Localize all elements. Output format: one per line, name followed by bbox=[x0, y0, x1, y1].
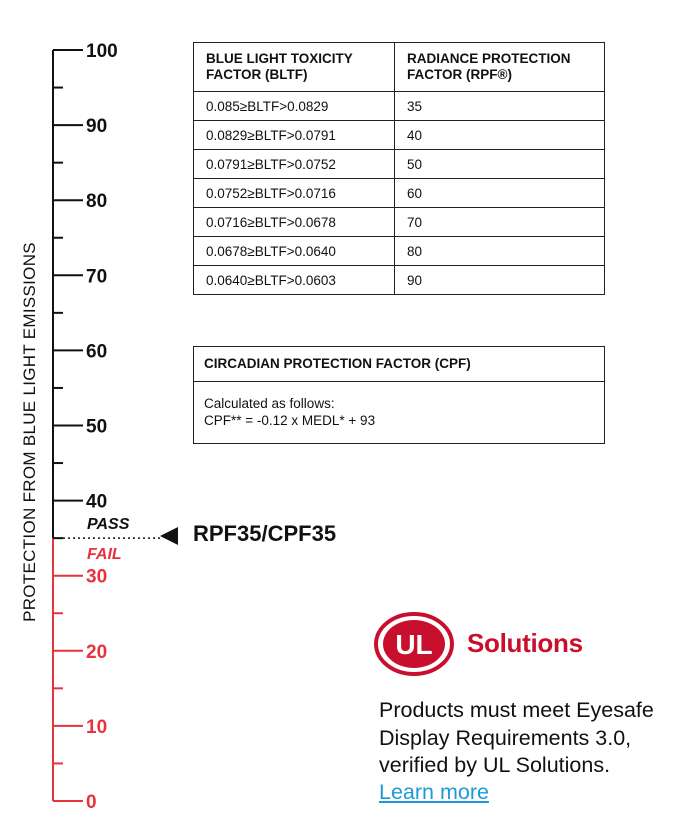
rpf-value-cell: 60 bbox=[395, 179, 605, 208]
table-row bbox=[194, 92, 605, 121]
table-row bbox=[194, 121, 605, 150]
table-row bbox=[194, 237, 605, 266]
tick-label: 50 bbox=[86, 416, 108, 438]
tick-label: 70 bbox=[86, 266, 108, 288]
rpf-table bbox=[193, 42, 605, 295]
tick-label: 90 bbox=[86, 116, 108, 138]
ul-brand-name: Solutions bbox=[467, 628, 583, 658]
bltf-range-cell: 0.0829≥BLTF>0.0791 bbox=[194, 121, 395, 150]
ul-description bbox=[379, 697, 699, 780]
tick-label: 10 bbox=[86, 716, 108, 738]
tick-label: 0 bbox=[86, 792, 97, 813]
bltf-range-cell: 0.0678≥BLTF>0.0640 bbox=[194, 237, 395, 266]
ul-logo bbox=[374, 612, 454, 676]
tick-label: 40 bbox=[86, 491, 108, 513]
rpf-value-cell: 40 bbox=[395, 121, 605, 150]
bltf-range-cell: 0.085≥BLTF>0.0829 bbox=[194, 92, 395, 121]
bltf-header: BLUE LIGHT TOXICITY FACTOR (BLTF) bbox=[194, 43, 395, 92]
table-header-row bbox=[194, 43, 605, 92]
bltf-range-cell: 0.0716≥BLTF>0.0678 bbox=[194, 208, 395, 237]
tick-label: 30 bbox=[86, 566, 108, 588]
table-row bbox=[194, 266, 605, 295]
ul-logo-text: UL bbox=[395, 629, 433, 660]
rpf-value-cell: 80 bbox=[395, 237, 605, 266]
tick-label: 60 bbox=[86, 341, 108, 363]
axis-label: PROTECTION FROM BLUE LIGHT EMISSIONS bbox=[20, 242, 39, 622]
threshold-label: RPF35/CPF35 bbox=[193, 521, 337, 546]
learn-more-link[interactable]: Learn more bbox=[379, 780, 489, 804]
bltf-range-cell: 0.0791≥BLTF>0.0752 bbox=[194, 150, 395, 179]
ul-text-line-2: Display Requirements 3.0, bbox=[379, 725, 632, 750]
left-arrow-icon bbox=[160, 526, 180, 546]
pass-label: PASS bbox=[87, 516, 130, 534]
cpf-formula: CPF** = -0.12 x MEDL* + 93 bbox=[204, 413, 376, 428]
rpf-value-cell: 35 bbox=[395, 92, 605, 121]
tick-label: 80 bbox=[86, 191, 108, 213]
table-row bbox=[194, 179, 605, 208]
rpf-value-cell: 70 bbox=[395, 208, 605, 237]
rpf-value-cell: 90 bbox=[395, 266, 605, 295]
cpf-title: CIRCADIAN PROTECTION FACTOR (CPF) bbox=[194, 347, 604, 382]
bltf-range-cell: 0.0640≥BLTF>0.0603 bbox=[194, 266, 395, 295]
ul-text-line-1: Products must meet Eyesafe bbox=[379, 698, 654, 722]
cpf-line-1: Calculated as follows: bbox=[204, 396, 335, 411]
cpf-box bbox=[193, 346, 605, 444]
table-row bbox=[194, 208, 605, 237]
ul-text-line-3: verified by UL Solutions. bbox=[379, 753, 611, 777]
rpf-value-cell: 50 bbox=[395, 150, 605, 179]
tick-label: 20 bbox=[86, 641, 108, 663]
table-row bbox=[194, 150, 605, 179]
rpf-header: RADIANCE PROTECTION FACTOR (RPF®) bbox=[395, 43, 605, 92]
bltf-range-cell: 0.0752≥BLTF>0.0716 bbox=[194, 179, 395, 208]
protection-scale bbox=[0, 0, 190, 837]
fail-label: FAIL bbox=[87, 546, 122, 564]
tick-label: 100 bbox=[86, 41, 118, 62]
